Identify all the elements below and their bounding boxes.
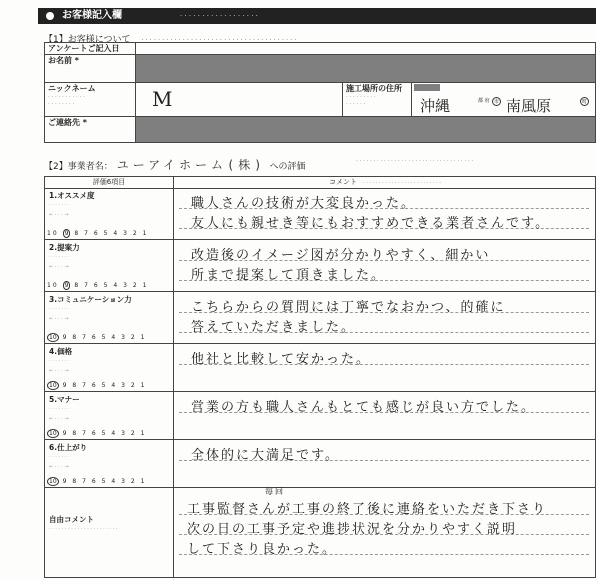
- item-scale: [47, 429, 171, 438]
- free-comment-line: 次の日の工事予定や進捗状況を分かりやすく説明: [187, 522, 518, 537]
- scale-value: 2: [130, 478, 137, 485]
- scale-value: 3: [121, 382, 127, 389]
- scale-value: 6: [91, 478, 98, 485]
- item-label: 2.提案力: [49, 243, 80, 252]
- scale-value: 3: [121, 334, 127, 341]
- item-hint: · · · · · · ·: [49, 454, 70, 460]
- scale-value: 8: [72, 478, 79, 485]
- row-divider: [45, 343, 595, 344]
- company-name: ユーアイホーム(株): [116, 158, 266, 172]
- scale-value: 5: [103, 230, 110, 237]
- scale-value: 8: [72, 334, 79, 341]
- free-comment-annotation: 毎回: [265, 487, 285, 496]
- scale-value: 6: [93, 230, 100, 237]
- item-label: 6.仕上がり: [49, 443, 88, 452]
- row-divider: [45, 239, 595, 240]
- item-comment-line: 答えていただきました。: [191, 320, 357, 335]
- row-divider: [45, 487, 595, 488]
- scale-value: 1: [140, 334, 147, 341]
- item-label: 1.オススメ度: [49, 191, 95, 200]
- item-comment-line: 他社と比較して安かった。: [191, 352, 372, 367]
- item-scale: [47, 333, 171, 342]
- form-header: [38, 8, 596, 24]
- scale-value: 10: [47, 230, 59, 237]
- scale-selected: 10: [49, 478, 57, 485]
- row-divider: [45, 291, 595, 292]
- scale-value: 9: [62, 430, 69, 437]
- location-value: 沖縄 都 府 市 南風原 町: [412, 83, 596, 117]
- scale-value: 8: [72, 382, 79, 389]
- item-comment-line: 改造後のイメージ図が分かりやすく、細かい: [191, 248, 491, 263]
- scale-value: 7: [84, 230, 90, 237]
- item-range: ← · · · →: [49, 464, 69, 470]
- item-hint: · · · · · · ·: [49, 306, 70, 312]
- item-range: ← · · · →: [49, 368, 69, 374]
- scale-value: 2: [130, 430, 137, 437]
- scale-value: 4: [111, 382, 118, 389]
- item-scale: [47, 477, 171, 486]
- nickname-value: M: [136, 83, 343, 117]
- nickname-label: ニックネーム · · · · · · · · · · · · · · · · · · ·: [45, 83, 136, 117]
- contact-value-redacted: [136, 117, 596, 143]
- free-comment-line: して下さり良かった。: [187, 542, 338, 557]
- survey-date-value: [136, 43, 596, 55]
- item-comment-line: 職人さんの技術が大変良かった。: [191, 196, 417, 211]
- item-range: ← · · · →: [49, 264, 69, 270]
- item-range: ← · · · →: [49, 416, 69, 422]
- scale-value: 3: [121, 478, 127, 485]
- item-hint: · · · · · · ·: [49, 358, 70, 364]
- item-label: 4.価格: [49, 347, 73, 356]
- scale-value: 3: [121, 430, 127, 437]
- item-hint: · · · · · · ·: [49, 254, 70, 260]
- item-scale: [47, 381, 171, 390]
- scale-value: 2: [130, 334, 137, 341]
- scale-value: 6: [91, 430, 98, 437]
- scale-value: 3: [123, 230, 129, 237]
- item-range: ← · · · →: [49, 316, 69, 322]
- scale-value: 1: [142, 230, 149, 237]
- scale-value: 8: [74, 230, 81, 237]
- scale-value: 7: [84, 282, 90, 289]
- scale-value: 7: [82, 478, 88, 485]
- scale-value: 1: [140, 430, 147, 437]
- scale-value: 5: [101, 478, 108, 485]
- contact-label: ご連絡先 *: [45, 117, 136, 143]
- item-hint: · · · · · · ·: [49, 202, 70, 208]
- scale-value: 7: [82, 382, 88, 389]
- scale-value: 4: [111, 334, 118, 341]
- scale-value: 2: [132, 282, 139, 289]
- scale-selected: 9: [64, 230, 69, 237]
- scale-value: 5: [101, 382, 108, 389]
- scale-value: 9: [62, 334, 69, 341]
- scale-value: 1: [140, 382, 147, 389]
- free-comment-label: 自由コメント: [49, 515, 94, 524]
- scale-value: 6: [93, 282, 100, 289]
- scale-value: 6: [91, 334, 98, 341]
- item-scale: [47, 229, 171, 238]
- item-label: 5.マナー: [49, 395, 80, 404]
- scale-value: 9: [62, 478, 69, 485]
- scale-selected: 10: [49, 334, 57, 341]
- item-label: 3.コミュニケーション力: [49, 295, 132, 304]
- free-comment-line: 工事監督さんが工事の終了後に連絡をいただき下さり: [187, 502, 548, 517]
- header-note: · · · · · · · · · · · · · · · · · ·: [180, 12, 258, 20]
- scale-value: 3: [123, 282, 129, 289]
- scale-selected: 9: [64, 282, 69, 289]
- item-comment-line: 友人にも親せき等にもおすすめできる業者さんです。: [191, 216, 551, 231]
- item-scale: [47, 281, 171, 290]
- scale-value: 5: [103, 282, 110, 289]
- row-divider: [45, 391, 595, 392]
- scale-value: 2: [132, 230, 139, 237]
- scale-value: 7: [82, 430, 88, 437]
- scale-value: 4: [111, 430, 118, 437]
- row-divider: [45, 439, 595, 440]
- grid-header-comment: コメント · · · · · · · · · · · · · · · · · · · · · · · · ·: [329, 178, 441, 186]
- item-comment-line: 営業の方も職人さんもとても感じが良い方でした。: [191, 400, 537, 415]
- scale-selected: 10: [49, 382, 57, 389]
- item-comment-line: こちらからの質問には丁寧でなおかつ、的確に: [191, 300, 506, 315]
- survey-date-label: アンケートご記入日: [45, 43, 136, 55]
- scale-value: 4: [113, 230, 120, 237]
- item-hint: · · · · · · ·: [49, 406, 70, 412]
- scale-value: 1: [142, 282, 149, 289]
- name-label: お名前 *: [45, 55, 136, 83]
- customer-table: [44, 42, 596, 143]
- scale-value: 9: [62, 382, 69, 389]
- item-comment-line: 全体的に大満足です。: [191, 448, 340, 463]
- free-comment-hint: · · · · · · · · · · · · · · · · · · · · · ·: [49, 526, 118, 532]
- section1-title: 【1】お客様について · · · · · · · · · · · · · · · · · · · · · · · · · · · · · · · · · · · · · ·: [44, 35, 297, 45]
- scale-value: 8: [72, 430, 79, 437]
- evaluation-grid: [44, 176, 596, 578]
- scale-value: 5: [101, 334, 108, 341]
- grid-header-items: 評価6項目: [92, 178, 126, 186]
- scale-value: 10: [47, 282, 59, 289]
- bullet-icon: [46, 12, 54, 20]
- scale-value: 1: [140, 478, 147, 485]
- scale-selected: 10: [49, 430, 57, 437]
- scale-value: 2: [130, 382, 137, 389]
- form-title: お客様記入欄: [62, 10, 122, 21]
- scale-value: 7: [82, 334, 88, 341]
- location-label: 施工場所の住所 · · · · · · · · · · · · · · ·: [343, 83, 412, 117]
- scale-value: 6: [91, 382, 98, 389]
- scale-value: 4: [111, 478, 118, 485]
- item-comment-line: 所まで提案して頂きました。: [191, 268, 387, 283]
- section2-title: 【2】事業者名： ユーアイホーム(株) への評価 · · · · · · · · · · · · · · · · · · · · · · · · · · · · · · · · · ·: [44, 158, 474, 172]
- scale-value: 4: [113, 282, 120, 289]
- name-value-redacted: [136, 55, 596, 83]
- scale-value: 5: [101, 430, 108, 437]
- item-range: ← · · · →: [49, 212, 69, 218]
- scale-value: 8: [74, 282, 81, 289]
